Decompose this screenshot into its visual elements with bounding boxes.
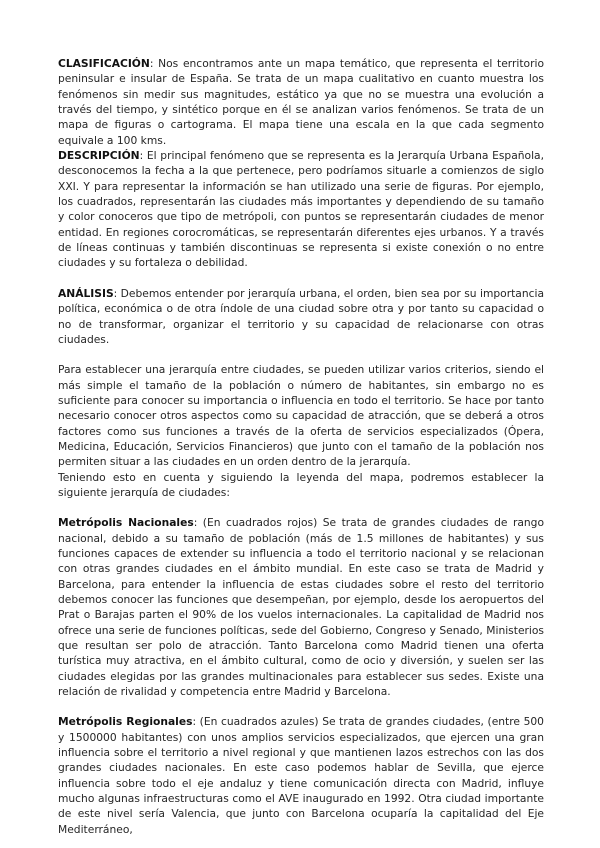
jerarquia-intro-text: Teniendo esto en cuenta y siguiendo la leyenda del mapa, podremos establecer la siguiente jerarquía de ciudades:: [58, 470, 544, 499]
analisis-paragraph: [58, 286, 544, 347]
paragraph-spacer: [58, 500, 544, 515]
criterios-text: Para establecer una jerarquía entre ciudades, se pueden utilizar varios criterios, siendo el más simple el tamaño de la población o número de habitantes, sin embargo no es suficiente para conocer su importancia o influencia en todo el territorio. Se hace por tanto necesario conocer otros aspectos como su capacidad de atracción, que se deberá a otros factores como sus funciones a través de la oferta de servicios especializados (Ópera, Medicina, Educación, Servicios Financieros) que junto con el tamaño de la población nos permiten situar a las ciudades en un orden dentro de la jerarquía.: [58, 363, 544, 469]
metropolis-regionales-paragraph: [58, 714, 544, 837]
jerarquia-intro-paragraph: [58, 470, 544, 501]
descripcion-text: : El principal fenómeno que se representa es la Jerarquía Urbana Española, desconocemos la fecha a la que pertenece, pero podríamos situarle a comienzos de siglo XXI. Y para representar la información se han utilizado una serie de figuras. Por ejemplo, los cuadrados, representarán las ciudades más importantes y dependiendo de su tamaño y color conoceros que tipo de metrópoli, con puntos se representarán ciudades de menor entidad. En regiones corocromáticas, se representarán diferentes ejes urbanos. Y a través de líneas continuas y también discontinuas se representa si existe conexión o no entre ciudades y su fortaleza o debilidad.: [58, 149, 544, 270]
descripcion-heading: DESCRIPCIÓN: [58, 149, 140, 163]
clasificacion-text: : Nos encontramos ante un mapa temático, que representa el territorio peninsular e insular de España. Se trata de un mapa cualitativo en cuanto muestra los fenómenos sin medir sus magnitudes, estático ya que no se muestra una evolución a través del tiempo, y sintético porque en él se analizan varios fenómenos. Se trata de un mapa de figuras o cartograma. El mapa tiene una escala en la que cada segmento equivale a 100 kms.: [58, 57, 544, 147]
descripcion-paragraph: [58, 148, 544, 271]
metropolis-nacionales-text: : (En cuadrados rojos) Se trata de grandes ciudades de rango nacional, debido a su tamaño de población (más de 1.5 millones de habitantes) y sus funciones capaces de extender su influencia a todo el territorio nacional y se relacionan con otras grandes ciudades en el ámbito mundial. En este caso se trata de Madrid y Barcelona, para entender la influencia de estas ciudades sobre el resto del territorio debemos conocer las funciones que desempeñan, por ejemplo, desde los aeropuertos del Prat o Barajas parten el 90% de los vuelos internacionales. La capitalidad de Madrid nos ofrece una serie de funciones políticas, sede del Gobierno, Congreso y Senado, Ministerios que resultan ser polo de atracción. Tanto Barcelona como Madrid tienen una oferta turística muy atractiva, en el ámbito cultural, como de ocio y diversión, y suelen ser las ciudades elegidas por las grandes multinacionales para establecer sus sedes. Existe una relación de rivalidad y competencia entre Madrid y Barcelona.: [58, 516, 544, 699]
metropolis-regionales-heading: Metrópolis Regionales: [58, 715, 193, 729]
metropolis-nacionales-heading: Metrópolis Nacionales: [58, 516, 194, 530]
clasificacion-heading: CLASIFICACIÓN: [58, 57, 150, 70]
criterios-paragraph: [58, 362, 544, 469]
paragraph-spacer: [58, 347, 544, 362]
analisis-heading: ANÁLISIS: [58, 286, 114, 300]
paragraph-spacer: [58, 699, 544, 714]
paragraph-spacer: [58, 271, 544, 286]
metropolis-regionales-text: : (En cuadrados azules) Se trata de grandes ciudades, (entre 500 y 1500000 habitantes) con unos amplios servicios especializados, que ejercen una gran influencia sobre el territorio a nivel regional y que mantienen lazos estrechos con las dos grandes ciudades nacionales. En este caso podemos hablar de Sevilla, que ejerce influencia sobre todo el eje andaluz y tiene comunicación directa con Madrid, influye mucho algunas infraestructuras como el AVE inaugurado en 1992. Otra ciudad importante de este nivel sería Valencia, que junto con Barcelona ocuparía la capitalidad del Eje Mediterráneo,: [58, 715, 544, 836]
metropolis-nacionales-paragraph: [58, 515, 544, 699]
analisis-text: : Debemos entender por jerarquía urbana, el orden, bien sea por su importancia política, económica o de otra índole de una ciudad sobre otra y por tanto su capacidad o no de transformar, organizar el territorio y su capacidad de relacionarse con otras ciudades.: [58, 286, 544, 346]
clasificacion-paragraph: [58, 56, 544, 148]
document-page: [58, 56, 544, 837]
